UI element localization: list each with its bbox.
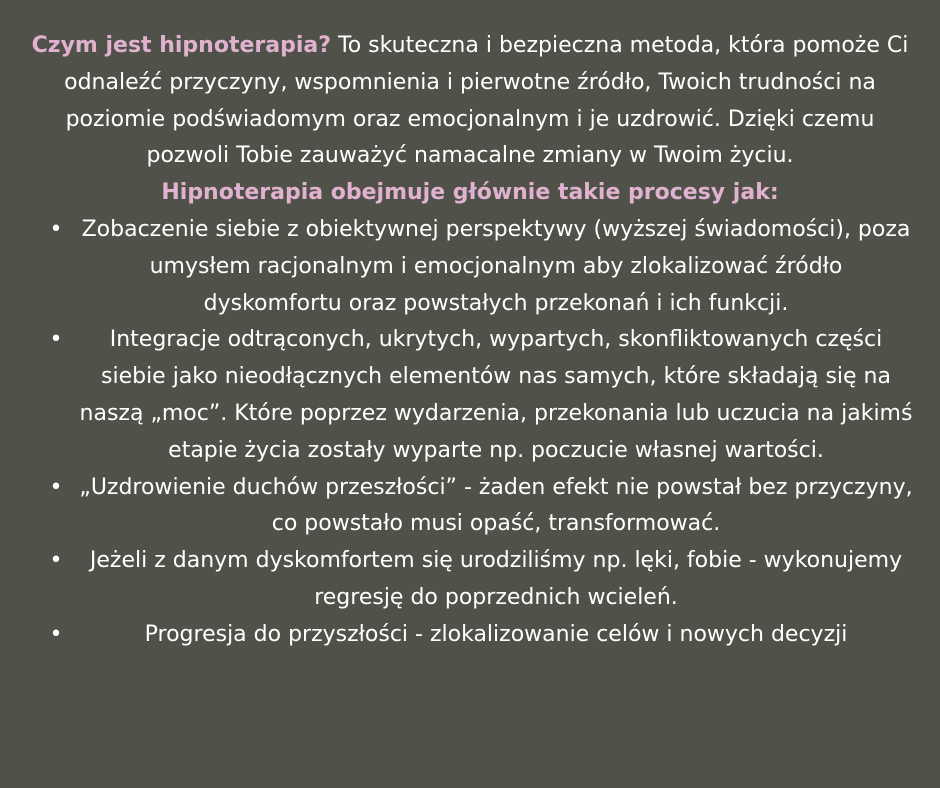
process-item-text: Zobaczenie siebie z obiektywnej perspektywy (wyższej świadomości), poza umysłem racjonalnym i emocjonalnym aby zlokalizować źródło dyskomfortu oraz powstałych przekonań i ich funkcji. [81, 216, 911, 316]
intro-body: To skuteczna i bezpieczna metoda, która pomoże Ci odnaleźć przyczyny, wspomnienia i pierwotne źródło, Twoich trudności na poziomie podświadomym oraz emocjonalnym i je uzdrowić. Dzięki czemu pozwoli Tobie zauważyć namacalne zmiany w Twoim życiu. [64, 33, 909, 169]
bullet-icon: • [49, 327, 63, 353]
process-item-text: „Uzdrowienie duchów przeszłości” - żaden efekt nie powstał bez przyczyny, co powstało musi opaść, transformować. [79, 474, 913, 537]
process-list [26, 212, 914, 654]
process-item-text: Jeżeli z danym dyskomfortem się urodziliśmy np. lęki, fobie - wykonujemy regresję do poprzednich wcieleń. [89, 548, 903, 610]
process-item-text: Integracje odtrąconych, ukrytych, wypartych, skonfliktowanych części siebie jako nieodłącznych elementów nas samych, które składają się na naszą „moc”. Które poprzez wydarzenia, przekonania lub uczucia na jakimś etapie życia zostały wyparte np. poczucie własnej wartości. [79, 327, 913, 463]
bullet-icon: • [49, 216, 63, 242]
process-item-text: Progresja do przyszłości - zlokalizowanie celów i nowych decyzji [144, 621, 848, 647]
processes-heading: Hipnoterapia obejmuje głównie takie procesy jak: [161, 180, 779, 206]
process-list-item [26, 212, 914, 322]
bullet-icon: • [49, 621, 63, 647]
intro-paragraph [26, 28, 914, 175]
process-list-item [26, 617, 914, 654]
intro-heading: Czym jest hipnoterapia? [31, 33, 331, 58]
process-list-item [26, 470, 914, 544]
bullet-icon: • [49, 474, 63, 500]
process-list-item [26, 322, 914, 469]
process-list-item [26, 543, 914, 617]
bullet-icon: • [49, 548, 63, 574]
